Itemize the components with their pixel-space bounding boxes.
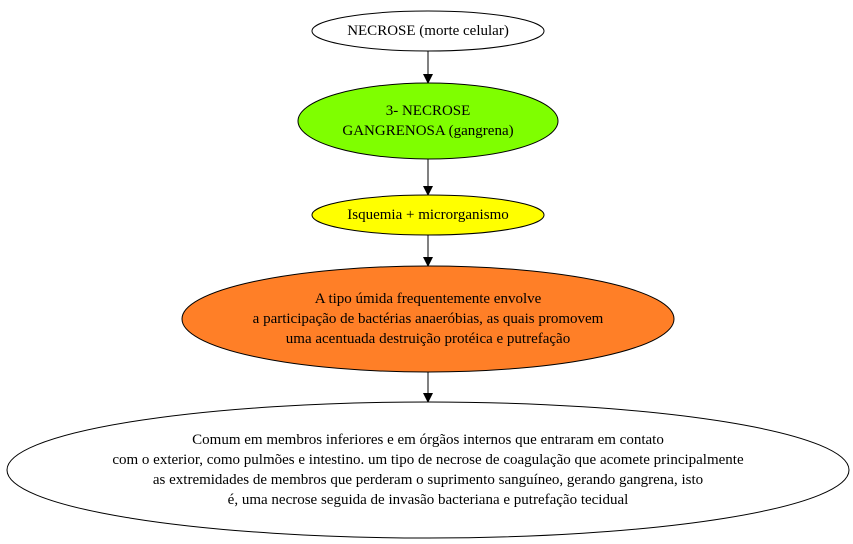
node-text-line: uma acentuada destruição protéica e putrefação — [285, 331, 571, 347]
node-text-line: as extremidades de membros que perderam o suprimento sanguíneo, gerando gangrena, isto — [152, 472, 704, 488]
diagram-node-5 — [7, 402, 849, 538]
diagram-node-4 — [182, 266, 674, 372]
node-text-line: GANGRENOSA (gangrena) — [342, 123, 514, 139]
node-text-line: Isquemia + microrganismo — [347, 207, 509, 223]
node-text-line: 3- NECROSE — [385, 103, 471, 119]
node-text-line: com o exterior, como pulmões e intestino. um tipo de necrose de coagulação que acomete principalmente — [112, 452, 744, 468]
node-text-line: é, uma necrose seguida de invasão bacteriana e putrefação tecidual — [227, 492, 629, 508]
diagram-node-1 — [312, 11, 544, 51]
node-text-line: Comum em membros inferiores e em órgãos internos que entraram em contato — [192, 432, 664, 448]
node-text-line: a participação de bactérias anaeróbias, as quais promovem — [252, 311, 604, 327]
node-text-line: A tipo úmida frequentemente envolve — [314, 291, 542, 307]
node-ellipse — [298, 83, 558, 159]
diagram-node-3 — [312, 195, 544, 235]
node-ellipse — [7, 402, 849, 538]
node-text-line: NECROSE (morte celular) — [347, 23, 509, 39]
diagram-node-2 — [298, 83, 558, 159]
